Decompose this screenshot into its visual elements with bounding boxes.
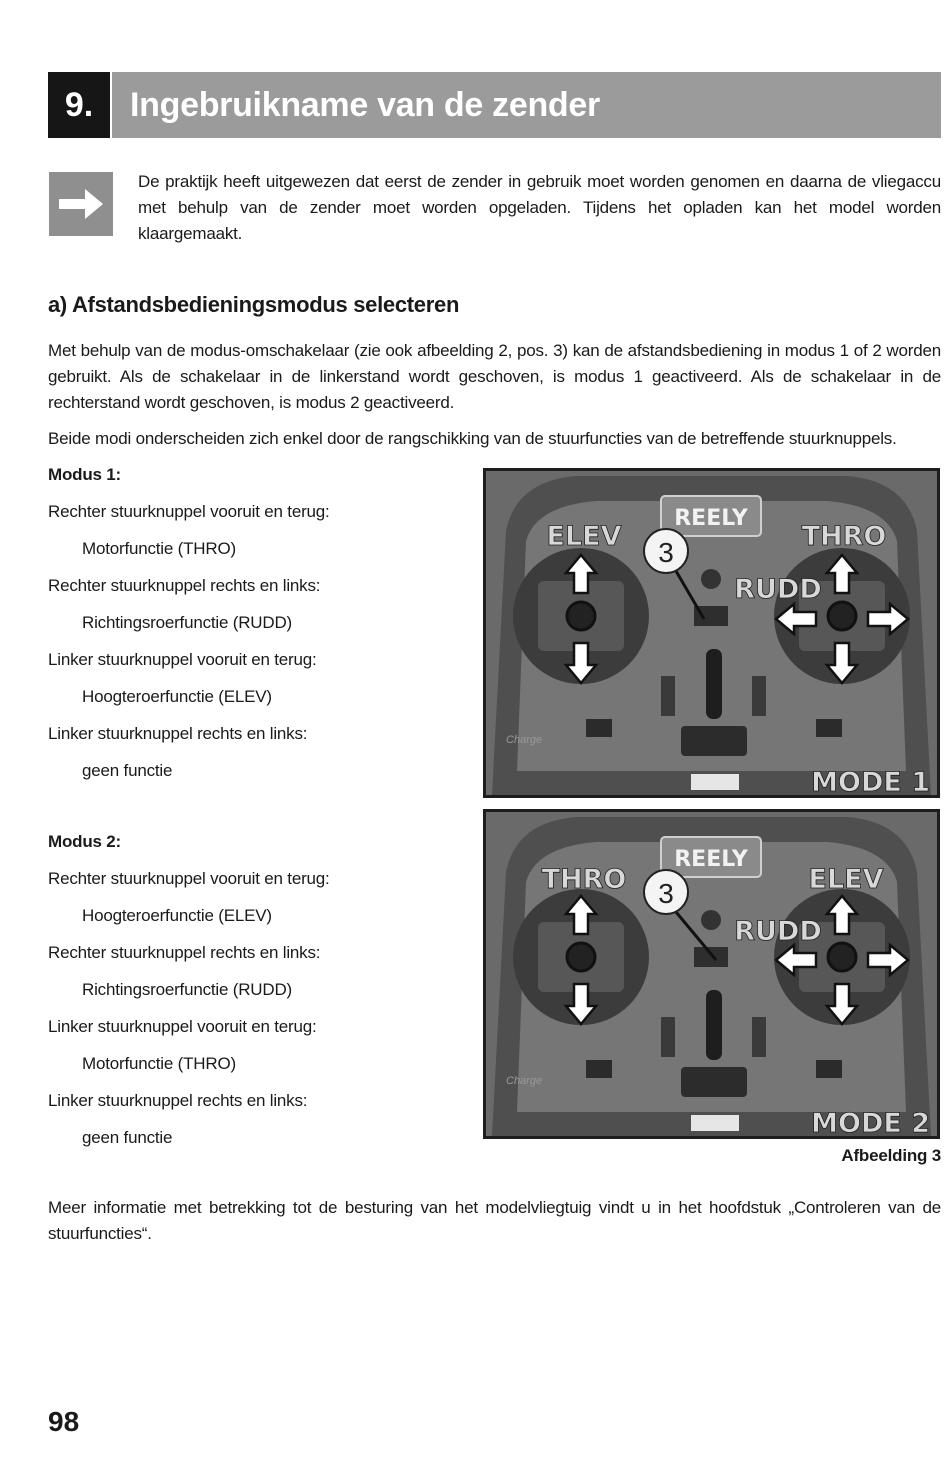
transmitter-mode2-image bbox=[483, 809, 940, 1139]
brand-logo: REELY bbox=[674, 506, 748, 531]
right-stick-label: ELEV bbox=[808, 864, 884, 895]
list-item: Linker stuurknuppel rechts en links: bbox=[48, 724, 308, 743]
left-stick-label: ELEV bbox=[546, 521, 622, 552]
mode2-list bbox=[48, 829, 468, 1162]
list-item: geen functie bbox=[82, 1128, 173, 1147]
list-item: Hoogteroerfunctie (ELEV) bbox=[82, 906, 272, 925]
list-item: Rechter stuurknuppel vooruit en terug: bbox=[48, 869, 330, 888]
list-item: Rechter stuurknuppel rechts en links: bbox=[48, 576, 321, 595]
list-item: geen functie bbox=[82, 761, 173, 780]
charge-label: Charge bbox=[506, 1075, 543, 1087]
section-header bbox=[48, 72, 941, 138]
charge-label: Charge bbox=[506, 734, 543, 746]
page-number: 98 bbox=[48, 1406, 80, 1437]
mode1-list bbox=[48, 462, 468, 795]
list-item: Hoogteroerfunctie (ELEV) bbox=[82, 687, 272, 706]
section-number: 9. bbox=[48, 72, 110, 138]
mode1-title: Modus 1: bbox=[48, 465, 122, 484]
rudder-label: RUDD bbox=[734, 916, 822, 947]
list-item: Linker stuurknuppel vooruit en terug: bbox=[48, 650, 317, 669]
list-item: Motorfunctie (THRO) bbox=[82, 1054, 236, 1073]
right-stick-label: THRO bbox=[801, 521, 887, 552]
list-item: Richtingsroerfunctie (RUDD) bbox=[82, 613, 292, 632]
left-stick-label: THRO bbox=[541, 864, 627, 895]
paragraph-difference: Beide modi onderscheiden zich enkel door de rangschikking van de stuurfuncties van de betreffende stuurknuppels. bbox=[48, 429, 897, 448]
paragraph-more-info: Meer informatie met betrekking tot de besturing van het modelvliegtuig vindt u in het hoofdstuk „Controleren van de stuurfuncties“. bbox=[48, 1198, 941, 1243]
subsection-heading: a) Afstandsbedieningsmodus selecteren bbox=[48, 292, 460, 317]
section-title: Ingebruikname van de zender bbox=[112, 72, 941, 138]
mode-label: MODE 2 bbox=[811, 1108, 930, 1136]
list-item: Rechter stuurknuppel vooruit en terug: bbox=[48, 502, 330, 521]
intro-note: De praktijk heeft uitgewezen dat eerst de zender in gebruik moet worden genomen en daarna de vliegaccu met behulp van de zender moet worden opgeladen. Tijdens het opladen kan het model worden klaargemaakt. bbox=[138, 172, 941, 243]
list-item: Motorfunctie (THRO) bbox=[82, 539, 236, 558]
paragraph-mode-switch: Met behulp van de modus-omschakelaar (zie ook afbeelding 2, pos. 3) kan de afstandsbediening in modus 1 of 2 worden gebruikt. Als de schakelaar in de linkerstand wordt geschoven, is modus 1 geactiveerd. Als de schakelaar in de rechterstand wordt geschoven, is modus 2 geactiveerd. bbox=[48, 341, 941, 412]
mode2-title: Modus 2: bbox=[48, 832, 122, 851]
callout-number: 3 bbox=[658, 878, 674, 909]
list-item: Rechter stuurknuppel rechts en links: bbox=[48, 943, 321, 962]
list-item: Linker stuurknuppel rechts en links: bbox=[48, 1091, 308, 1110]
transmitter-mode1-image bbox=[483, 468, 940, 798]
callout-number: 3 bbox=[658, 537, 674, 568]
mode-label: MODE 1 bbox=[811, 767, 930, 795]
figure-caption: Afbeelding 3 bbox=[841, 1146, 941, 1165]
list-item: Richtingsroerfunctie (RUDD) bbox=[82, 980, 292, 999]
brand-logo: REELY bbox=[674, 847, 748, 872]
arrow-right-icon bbox=[49, 172, 113, 236]
rudder-label: RUDD bbox=[734, 574, 822, 605]
list-item: Linker stuurknuppel vooruit en terug: bbox=[48, 1017, 317, 1036]
